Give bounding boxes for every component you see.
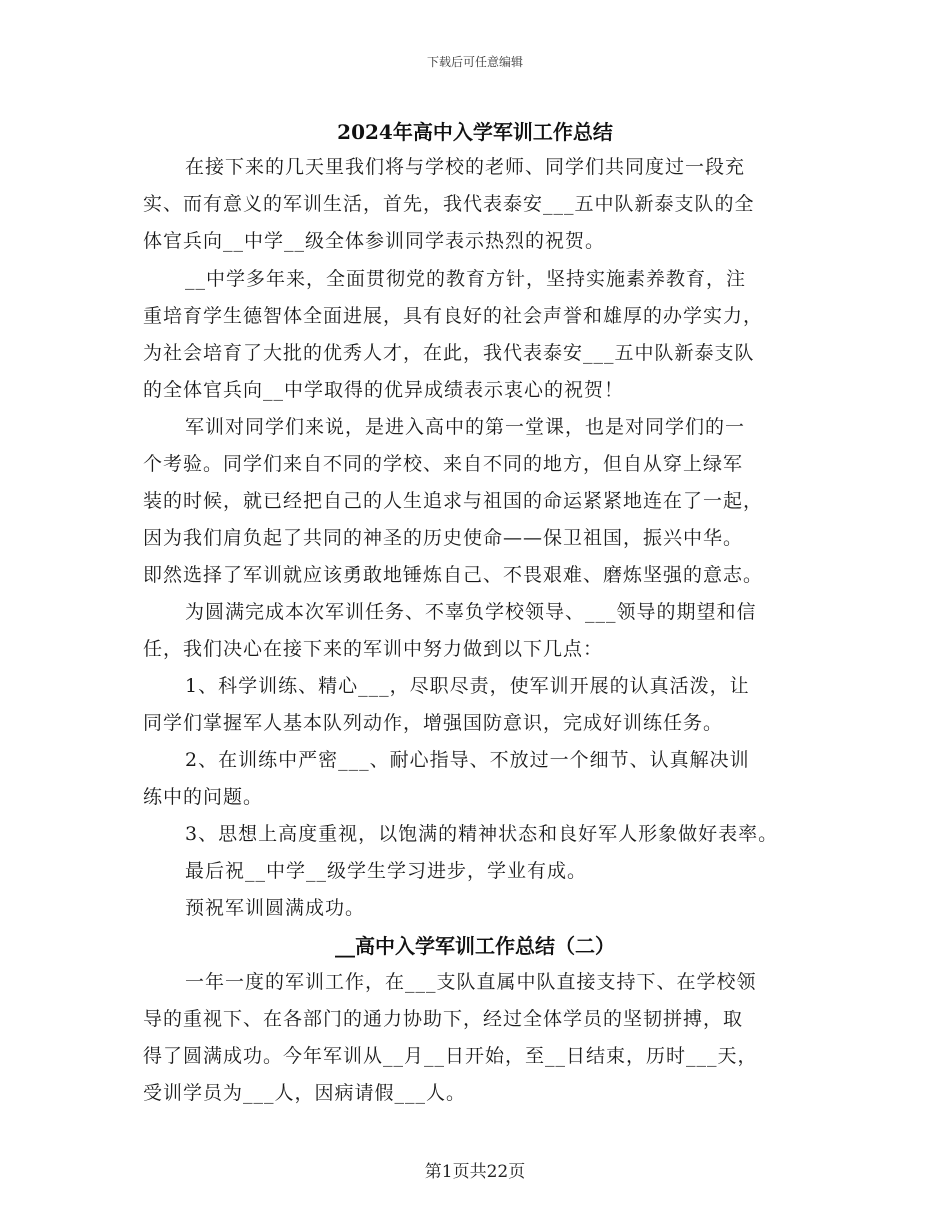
body-line: 得了圆满成功。今年军训从__月__日开始，至__日结束，历时___天，: [143, 1045, 758, 1067]
body-line: 重培育学生德智体全面进展，具有良好的社会声誉和雄厚的办学实力，: [143, 305, 764, 327]
body-line: 一年一度的军训工作，在___支队直属中队直接支持下、在学校领: [185, 971, 757, 993]
body-line: 最后祝__中学__级学生学习进步，学业有成。: [185, 860, 588, 882]
body-line: 为社会培育了大批的优秀人才，在此，我代表泰安___五中队新泰支队: [143, 342, 755, 364]
section-title: __高中入学军训工作总结（二）: [335, 934, 615, 958]
body-line: 个考验。同学们来自不同的学校、来自不同的地方，但自从穿上绿军: [143, 453, 744, 475]
body-line: 即然选择了军训就应该勇敢地锤炼自己、不畏艰难、磨炼坚强的意志。: [143, 564, 764, 586]
body-line: 军训对同学们来说，是进入高中的第一堂课，也是对同学们的一: [185, 416, 746, 438]
body-line: __中学多年来，全面贯彻党的教育方针，坚持实施素养教育，注: [185, 268, 747, 290]
body-line: 为圆满完成本次军训任务、不辜负学校领导、___领导的期望和信: [185, 601, 757, 623]
body-line: 受训学员为___人，因病请假___人。: [143, 1082, 467, 1104]
body-line: 同学们掌握军人基本队列动作，增强国防意识，完成好训练任务。: [143, 712, 724, 734]
body-line: 1、科学训练、精心___，尽职尽责，使军训开展的认真活泼，让: [185, 675, 750, 697]
body-line: 2、在训练中严密___、耐心指导、不放过一个细节、认真解决训: [185, 749, 750, 771]
body-line: 装的时候，就已经把自己的人生追求与祖国的命运紧紧地连在了一起，: [143, 490, 764, 512]
page-number: 第1页共22页: [424, 1162, 526, 1182]
page-header-note: 下载后可任意编辑: [426, 55, 523, 69]
body-line: 实、而有意义的军训生活，首先，我代表泰安___五中队新泰支队的全: [143, 193, 755, 215]
body-line: 的全体官兵向__中学取得的优异成绩表示衷心的祝贺！: [143, 379, 625, 401]
body-line: 因为我们肩负起了共同的神圣的历史使命——保卫祖国，振兴中华。: [143, 527, 744, 549]
body-line: 任，我们决心在接下来的军训中努力做到以下几点：: [143, 638, 604, 660]
body-line: 导的重视下、在各部门的通力协助下，经过全体学员的坚韧拼搏，取: [143, 1008, 744, 1030]
body-line: 预祝军训圆满成功。: [185, 897, 366, 919]
body-line: 练中的问题。: [143, 786, 264, 808]
document-title: 2024年高中入学军训工作总结: [337, 120, 613, 144]
body-line: 3、思想上高度重视，以饱满的精神状态和良好军人形象做好表率。: [185, 823, 779, 845]
body-line: 在接下来的几天里我们将与学校的老师、同学们共同度过一段充: [185, 156, 746, 178]
body-line: 体官兵向__中学__级全体参训同学表示热烈的祝贺。: [143, 230, 606, 252]
